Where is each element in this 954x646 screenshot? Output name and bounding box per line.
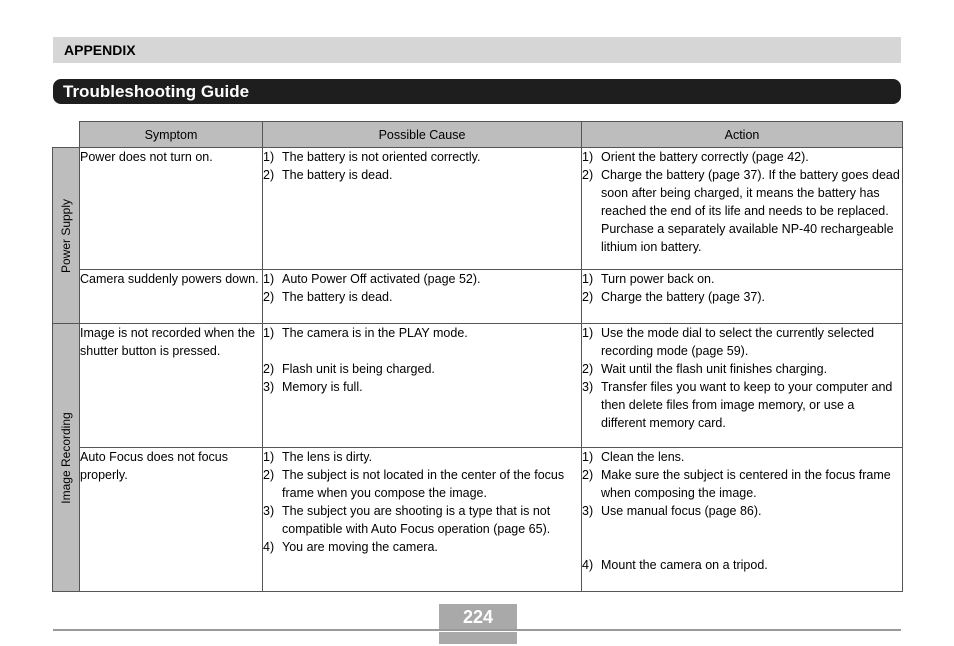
table-row <box>53 148 903 270</box>
list-item: 1) The lens is dirty. <box>263 450 373 464</box>
cause-cell <box>263 148 582 270</box>
symptom-cell: Image is not recorded when the shutter button is pressed. <box>80 324 263 448</box>
symptom-cell: Auto Focus does not focus properly. <box>80 448 263 592</box>
list-item: 2) Charge the battery (page 37). If the battery goes dead soon after being charged, it means the battery has reached the end of its life and needs to be replaced. Purchase a separately available NP-40 rechargeable lithium ion battery. <box>582 168 900 254</box>
table-row <box>53 448 903 592</box>
cause-cell <box>263 324 582 448</box>
list-item: 2) Make sure the subject is centered in the focus frame when composing the image. <box>582 468 891 500</box>
page-title: Troubleshooting Guide <box>53 79 901 104</box>
list-item: 3) Transfer files you want to keep to your computer and then delete files from image memory, or use a different memory card. <box>582 380 893 430</box>
action-cell <box>582 448 903 592</box>
header-corner <box>53 122 80 148</box>
page-number <box>439 604 517 644</box>
column-header-action: Action <box>582 122 903 148</box>
table-header-row <box>53 122 903 148</box>
troubleshooting-table <box>52 121 903 592</box>
list-item: 1) The camera is in the PLAY mode. <box>263 326 468 340</box>
list-item: 1) Turn power back on. <box>582 272 715 286</box>
list-item: 4) You are moving the camera. <box>263 540 438 554</box>
list-item: 3) The subject you are shooting is a type that is not compatible with Auto Focus operation (page 65). <box>263 504 551 536</box>
column-header-cause: Possible Cause <box>263 122 582 148</box>
list-item: 1) Use the mode dial to select the currently selected recording mode (page 59). <box>582 326 875 358</box>
column-header-symptom: Symptom <box>80 122 263 148</box>
list-item: 3) Use manual focus (page 86). <box>582 504 762 518</box>
symptom-cell: Camera suddenly powers down. <box>80 270 263 324</box>
table-row <box>53 270 903 324</box>
page-number-tab <box>439 632 517 644</box>
list-item: 2) The battery is dead. <box>263 168 393 182</box>
cause-cell <box>263 270 582 324</box>
list-item: 4) Mount the camera on a tripod. <box>582 558 768 572</box>
list-item: 2) The battery is dead. <box>263 290 393 304</box>
page-number-label: 224 <box>439 604 517 629</box>
list-item: 1) Orient the battery correctly (page 42). <box>582 150 809 164</box>
symptom-cell: Power does not turn on. <box>80 148 263 270</box>
list-item: 2) The subject is not located in the center of the focus frame when you compose the image. <box>263 468 565 500</box>
group-label-image-recording: Image Recording <box>53 324 80 592</box>
list-item: 1) Auto Power Off activated (page 52). <box>263 272 481 286</box>
action-cell <box>582 270 903 324</box>
section-header: APPENDIX <box>53 37 901 63</box>
cause-cell <box>263 448 582 592</box>
group-label-power-supply: Power Supply <box>53 148 80 324</box>
list-item: 2) Wait until the flash unit finishes charging. <box>582 362 828 376</box>
list-item: 2) Charge the battery (page 37). <box>582 290 765 304</box>
action-cell <box>582 148 903 270</box>
list-item: 1) Clean the lens. <box>582 450 685 464</box>
table-row <box>53 324 903 448</box>
list-item: 1) The battery is not oriented correctly. <box>263 150 481 164</box>
list-item: 2) Flash unit is being charged. <box>263 362 435 376</box>
list-item: 3) Memory is full. <box>263 380 363 394</box>
action-cell <box>582 324 903 448</box>
